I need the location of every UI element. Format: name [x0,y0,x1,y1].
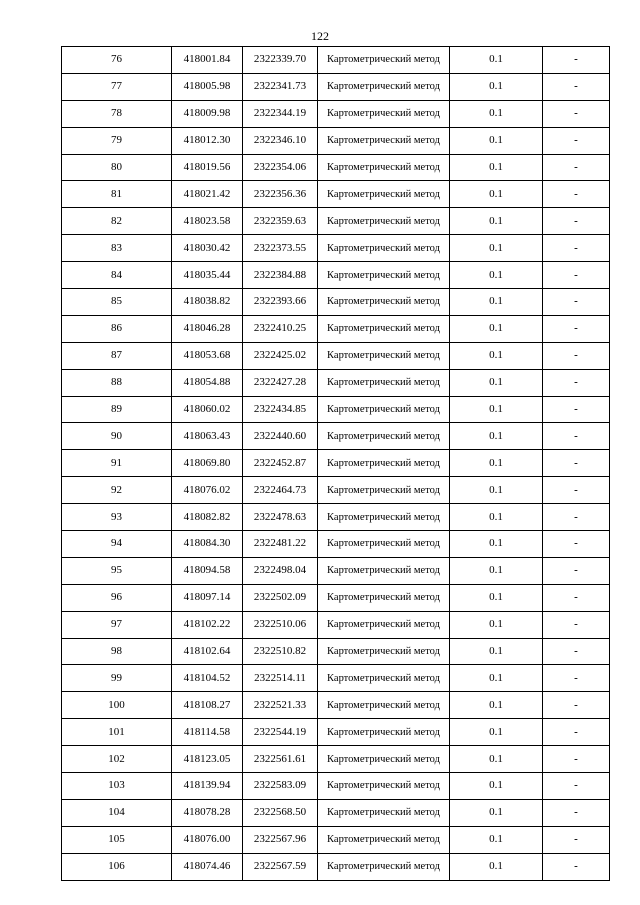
y-coordinate-cell: 2322427.28 [243,369,318,396]
method-cell: Картометрический метод [318,665,450,692]
accuracy-cell: 0.1 [450,127,543,154]
table-row [62,235,610,262]
point-number-cell: 82 [62,208,172,235]
x-coordinate-cell: 418035.44 [172,262,243,289]
y-coordinate-cell: 2322464.73 [243,477,318,504]
method-cell: Картометрический метод [318,154,450,181]
method-cell: Картометрический метод [318,746,450,773]
method-cell: Картометрический метод [318,262,450,289]
accuracy-cell: 0.1 [450,235,543,262]
table-row [62,611,610,638]
accuracy-cell: 0.1 [450,181,543,208]
x-coordinate-cell: 418076.00 [172,826,243,853]
method-cell: Картометрический метод [318,692,450,719]
accuracy-cell: 0.1 [450,289,543,316]
method-cell: Картометрический метод [318,477,450,504]
point-number-cell: 94 [62,531,172,558]
accuracy-cell: 0.1 [450,262,543,289]
note-cell: - [543,504,610,531]
accuracy-cell: 0.1 [450,423,543,450]
coordinates-table [61,46,610,881]
note-cell: - [543,181,610,208]
table-row [62,396,610,423]
y-coordinate-cell: 2322341.73 [243,73,318,100]
y-coordinate-cell: 2322373.55 [243,235,318,262]
note-cell: - [543,692,610,719]
table-row [62,262,610,289]
y-coordinate-cell: 2322425.02 [243,342,318,369]
point-number-cell: 85 [62,289,172,316]
x-coordinate-cell: 418005.98 [172,73,243,100]
x-coordinate-cell: 418104.52 [172,665,243,692]
note-cell: - [543,289,610,316]
y-coordinate-cell: 2322561.61 [243,746,318,773]
x-coordinate-cell: 418084.30 [172,531,243,558]
method-cell: Картометрический метод [318,826,450,853]
y-coordinate-cell: 2322440.60 [243,423,318,450]
accuracy-cell: 0.1 [450,665,543,692]
note-cell: - [543,665,610,692]
y-coordinate-cell: 2322393.66 [243,289,318,316]
y-coordinate-cell: 2322354.06 [243,154,318,181]
x-coordinate-cell: 418114.58 [172,719,243,746]
y-coordinate-cell: 2322384.88 [243,262,318,289]
table-row [62,799,610,826]
method-cell: Картометрический метод [318,504,450,531]
table-row [62,100,610,127]
note-cell: - [543,73,610,100]
y-coordinate-cell: 2322568.50 [243,799,318,826]
point-number-cell: 100 [62,692,172,719]
accuracy-cell: 0.1 [450,47,543,74]
note-cell: - [543,826,610,853]
x-coordinate-cell: 418069.80 [172,450,243,477]
y-coordinate-cell: 2322521.33 [243,692,318,719]
point-number-cell: 86 [62,315,172,342]
x-coordinate-cell: 418074.46 [172,853,243,880]
accuracy-cell: 0.1 [450,853,543,880]
table-row [62,73,610,100]
accuracy-cell: 0.1 [450,557,543,584]
point-number-cell: 96 [62,584,172,611]
note-cell: - [543,450,610,477]
x-coordinate-cell: 418053.68 [172,342,243,369]
x-coordinate-cell: 418139.94 [172,773,243,800]
point-number-cell: 89 [62,396,172,423]
note-cell: - [543,208,610,235]
x-coordinate-cell: 418102.64 [172,638,243,665]
x-coordinate-cell: 418046.28 [172,315,243,342]
note-cell: - [543,315,610,342]
x-coordinate-cell: 418009.98 [172,100,243,127]
table-row [62,289,610,316]
table-body [62,47,610,881]
point-number-cell: 103 [62,773,172,800]
note-cell: - [543,423,610,450]
accuracy-cell: 0.1 [450,396,543,423]
point-number-cell: 79 [62,127,172,154]
accuracy-cell: 0.1 [450,692,543,719]
point-number-cell: 76 [62,47,172,74]
y-coordinate-cell: 2322502.09 [243,584,318,611]
method-cell: Картометрический метод [318,208,450,235]
note-cell: - [543,127,610,154]
x-coordinate-cell: 418063.43 [172,423,243,450]
accuracy-cell: 0.1 [450,208,543,235]
method-cell: Картометрический метод [318,100,450,127]
method-cell: Картометрический метод [318,799,450,826]
point-number-cell: 78 [62,100,172,127]
y-coordinate-cell: 2322359.63 [243,208,318,235]
table-row [62,208,610,235]
table-row [62,665,610,692]
point-number-cell: 92 [62,477,172,504]
method-cell: Картометрический метод [318,47,450,74]
y-coordinate-cell: 2322567.59 [243,853,318,880]
y-coordinate-cell: 2322514.11 [243,665,318,692]
point-number-cell: 106 [62,853,172,880]
point-number-cell: 84 [62,262,172,289]
x-coordinate-cell: 418038.82 [172,289,243,316]
accuracy-cell: 0.1 [450,450,543,477]
x-coordinate-cell: 418001.84 [172,47,243,74]
point-number-cell: 104 [62,799,172,826]
method-cell: Картометрический метод [318,450,450,477]
method-cell: Картометрический метод [318,773,450,800]
accuracy-cell: 0.1 [450,826,543,853]
accuracy-cell: 0.1 [450,746,543,773]
method-cell: Картометрический метод [318,369,450,396]
note-cell: - [543,584,610,611]
note-cell: - [543,47,610,74]
point-number-cell: 81 [62,181,172,208]
page-number: 122 [311,29,329,43]
method-cell: Картометрический метод [318,127,450,154]
table-row [62,853,610,880]
table-row [62,154,610,181]
accuracy-cell: 0.1 [450,773,543,800]
method-cell: Картометрический метод [318,73,450,100]
x-coordinate-cell: 418012.30 [172,127,243,154]
y-coordinate-cell: 2322344.19 [243,100,318,127]
x-coordinate-cell: 418054.88 [172,369,243,396]
y-coordinate-cell: 2322339.70 [243,47,318,74]
note-cell: - [543,531,610,558]
x-coordinate-cell: 418076.02 [172,477,243,504]
method-cell: Картометрический метод [318,853,450,880]
method-cell: Картометрический метод [318,584,450,611]
accuracy-cell: 0.1 [450,799,543,826]
point-number-cell: 99 [62,665,172,692]
note-cell: - [543,369,610,396]
point-number-cell: 91 [62,450,172,477]
table-row [62,692,610,719]
note-cell: - [543,773,610,800]
y-coordinate-cell: 2322434.85 [243,396,318,423]
accuracy-cell: 0.1 [450,73,543,100]
method-cell: Картометрический метод [318,396,450,423]
point-number-cell: 97 [62,611,172,638]
note-cell: - [543,235,610,262]
note-cell: - [543,638,610,665]
table-row [62,342,610,369]
y-coordinate-cell: 2322510.06 [243,611,318,638]
note-cell: - [543,262,610,289]
method-cell: Картометрический метод [318,342,450,369]
accuracy-cell: 0.1 [450,611,543,638]
table-row [62,504,610,531]
accuracy-cell: 0.1 [450,369,543,396]
point-number-cell: 90 [62,423,172,450]
y-coordinate-cell: 2322498.04 [243,557,318,584]
y-coordinate-cell: 2322510.82 [243,638,318,665]
x-coordinate-cell: 418094.58 [172,557,243,584]
note-cell: - [543,719,610,746]
x-coordinate-cell: 418097.14 [172,584,243,611]
method-cell: Картометрический метод [318,289,450,316]
y-coordinate-cell: 2322410.25 [243,315,318,342]
point-number-cell: 98 [62,638,172,665]
accuracy-cell: 0.1 [450,315,543,342]
table-row [62,450,610,477]
x-coordinate-cell: 418082.82 [172,504,243,531]
accuracy-cell: 0.1 [450,477,543,504]
point-number-cell: 95 [62,557,172,584]
x-coordinate-cell: 418019.56 [172,154,243,181]
table-row [62,315,610,342]
note-cell: - [543,396,610,423]
table-row [62,181,610,208]
table-row [62,531,610,558]
note-cell: - [543,342,610,369]
x-coordinate-cell: 418123.05 [172,746,243,773]
method-cell: Картометрический метод [318,611,450,638]
table-row [62,719,610,746]
note-cell: - [543,557,610,584]
accuracy-cell: 0.1 [450,504,543,531]
accuracy-cell: 0.1 [450,531,543,558]
y-coordinate-cell: 2322481.22 [243,531,318,558]
table-row [62,423,610,450]
method-cell: Картометрический метод [318,181,450,208]
y-coordinate-cell: 2322583.09 [243,773,318,800]
accuracy-cell: 0.1 [450,638,543,665]
note-cell: - [543,477,610,504]
table-row [62,638,610,665]
accuracy-cell: 0.1 [450,154,543,181]
method-cell: Картометрический метод [318,719,450,746]
x-coordinate-cell: 418030.42 [172,235,243,262]
table-row [62,127,610,154]
method-cell: Картометрический метод [318,315,450,342]
y-coordinate-cell: 2322567.96 [243,826,318,853]
note-cell: - [543,100,610,127]
point-number-cell: 102 [62,746,172,773]
note-cell: - [543,746,610,773]
note-cell: - [543,853,610,880]
table-row [62,477,610,504]
accuracy-cell: 0.1 [450,719,543,746]
y-coordinate-cell: 2322452.87 [243,450,318,477]
point-number-cell: 83 [62,235,172,262]
accuracy-cell: 0.1 [450,342,543,369]
x-coordinate-cell: 418108.27 [172,692,243,719]
accuracy-cell: 0.1 [450,584,543,611]
point-number-cell: 88 [62,369,172,396]
x-coordinate-cell: 418023.58 [172,208,243,235]
method-cell: Картометрический метод [318,235,450,262]
note-cell: - [543,154,610,181]
table-row [62,369,610,396]
y-coordinate-cell: 2322356.36 [243,181,318,208]
table-row [62,47,610,74]
y-coordinate-cell: 2322544.19 [243,719,318,746]
point-number-cell: 93 [62,504,172,531]
x-coordinate-cell: 418078.28 [172,799,243,826]
note-cell: - [543,799,610,826]
point-number-cell: 80 [62,154,172,181]
x-coordinate-cell: 418021.42 [172,181,243,208]
method-cell: Картометрический метод [318,423,450,450]
x-coordinate-cell: 418060.02 [172,396,243,423]
point-number-cell: 77 [62,73,172,100]
point-number-cell: 105 [62,826,172,853]
table-row [62,746,610,773]
table-row [62,826,610,853]
y-coordinate-cell: 2322478.63 [243,504,318,531]
point-number-cell: 101 [62,719,172,746]
y-coordinate-cell: 2322346.10 [243,127,318,154]
table-row [62,773,610,800]
method-cell: Картометрический метод [318,638,450,665]
x-coordinate-cell: 418102.22 [172,611,243,638]
table-row [62,557,610,584]
table-row [62,584,610,611]
method-cell: Картометрический метод [318,531,450,558]
accuracy-cell: 0.1 [450,100,543,127]
note-cell: - [543,611,610,638]
point-number-cell: 87 [62,342,172,369]
method-cell: Картометрический метод [318,557,450,584]
